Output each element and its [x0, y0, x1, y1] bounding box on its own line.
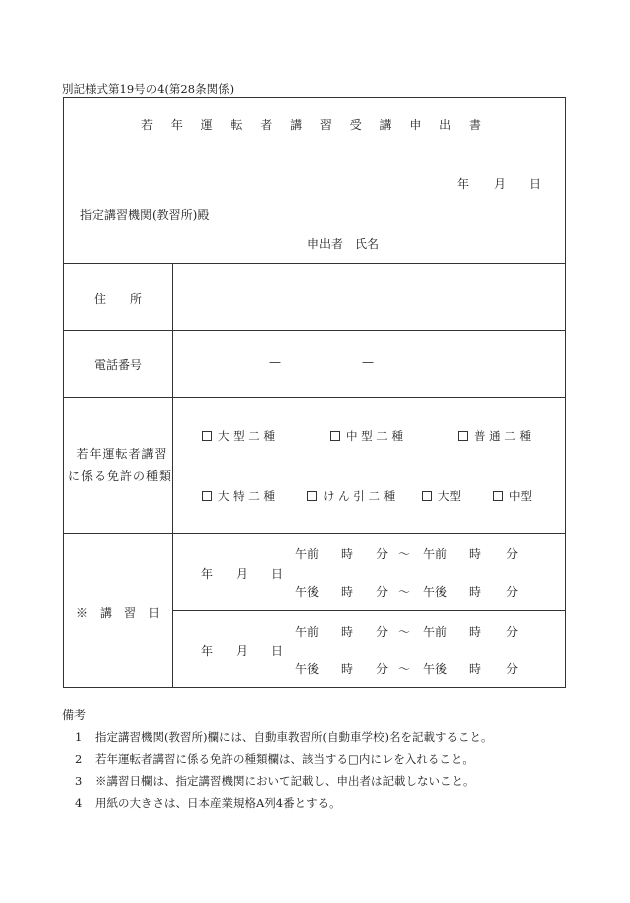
hour-label[interactable]: 時 [469, 585, 482, 599]
checkbox[interactable] [458, 431, 468, 441]
form-title: 若 年 運 転 者 講 習 受 講 申 出 書 [141, 118, 488, 132]
hour-label[interactable]: 時 [341, 547, 354, 561]
pm-label: 午後 [295, 585, 320, 599]
note-item: 3 ※講習日欄は、指定講習機関において記載し、申出者は記載しないこと。 [75, 774, 475, 788]
minute-label[interactable]: 分 [506, 585, 519, 599]
license-option-medium-type2[interactable]: 中 型 二 種 [330, 428, 403, 444]
header-date-month[interactable]: 月 [494, 177, 507, 191]
minute-label[interactable]: 分 [376, 625, 389, 639]
tilde: ～ [398, 547, 411, 561]
hour-label[interactable]: 時 [341, 585, 354, 599]
hour-label[interactable]: 時 [341, 662, 354, 676]
minute-label[interactable]: 分 [506, 662, 519, 676]
license-option-large-type2[interactable]: 大 型 二 種 [202, 428, 275, 444]
divider [64, 397, 565, 398]
hour-label[interactable]: 時 [341, 625, 354, 639]
license-option-regular-type2[interactable]: 普 通 二 種 [458, 428, 531, 444]
checkbox[interactable] [422, 491, 432, 501]
phone-label: 電話番号 [93, 358, 142, 372]
checkbox[interactable] [330, 431, 340, 441]
addressee: 指定講習機関(教習所)殿 [80, 208, 210, 222]
license-type-label-line1: 若年運転者講習 [76, 447, 168, 461]
header-date-year[interactable]: 年 [457, 177, 470, 191]
divider [64, 533, 565, 534]
am-label: 午前 [423, 625, 448, 639]
schedule2-day[interactable]: 日 [271, 644, 284, 658]
note-item: 4 用紙の大きさは、日本産業規格A列4番とする。 [75, 796, 341, 810]
schedule2-year[interactable]: 年 [201, 644, 214, 658]
tilde: ～ [398, 662, 411, 676]
address-field[interactable] [174, 265, 564, 328]
license-option-special-large-type2[interactable]: 大 特 二 種 [202, 488, 275, 504]
header-date-day[interactable]: 日 [529, 177, 542, 191]
license-type-label-line2: に係る免許の種類 [67, 469, 172, 483]
application-form-table [63, 97, 566, 688]
am-label: 午前 [295, 547, 320, 561]
form-reference: 別記様式第19号の4(第28条関係) [62, 82, 235, 96]
license-option-large[interactable]: 大型 [422, 488, 461, 504]
tilde: ～ [398, 585, 411, 599]
phone-separator-1: — [269, 355, 281, 369]
license-option-towing-type2[interactable]: け ん 引 二 種 [307, 488, 395, 504]
divider [64, 263, 565, 264]
schedule2-month[interactable]: 月 [236, 644, 249, 658]
minute-label[interactable]: 分 [376, 662, 389, 676]
checkbox[interactable] [493, 491, 503, 501]
license-option-medium[interactable]: 中型 [493, 488, 532, 504]
note-item: 2 若年運転者講習に係る免許の種類欄は、該当する□内にレを入れること。 [75, 752, 474, 766]
schedule-label: ※ 講 習 日 [75, 606, 160, 620]
hour-label[interactable]: 時 [469, 662, 482, 676]
am-label: 午前 [423, 547, 448, 561]
applicant-name-label: 申出者 氏名 [307, 237, 380, 251]
am-label: 午前 [295, 625, 320, 639]
hour-label[interactable]: 時 [469, 547, 482, 561]
divider [172, 610, 565, 611]
phone-separator-2: — [362, 355, 374, 369]
checkbox[interactable] [202, 431, 212, 441]
minute-label[interactable]: 分 [376, 585, 389, 599]
schedule1-year[interactable]: 年 [201, 567, 214, 581]
checkbox[interactable] [202, 491, 212, 501]
note-item: 1 指定講習機関(教習所)欄には、自動車教習所(自動車学校)名を記載すること。 [75, 730, 493, 744]
tilde: ～ [398, 625, 411, 639]
pm-label: 午後 [423, 662, 448, 676]
schedule1-day[interactable]: 日 [271, 567, 284, 581]
notes-title: 備考 [62, 708, 87, 722]
address-label: 住 所 [93, 292, 142, 306]
minute-label[interactable]: 分 [376, 547, 389, 561]
hour-label[interactable]: 時 [469, 625, 482, 639]
pm-label: 午後 [423, 585, 448, 599]
checkbox[interactable] [307, 491, 317, 501]
minute-label[interactable]: 分 [506, 625, 519, 639]
schedule1-month[interactable]: 月 [236, 567, 249, 581]
pm-label: 午後 [295, 662, 320, 676]
minute-label[interactable]: 分 [506, 547, 519, 561]
divider [64, 330, 565, 331]
